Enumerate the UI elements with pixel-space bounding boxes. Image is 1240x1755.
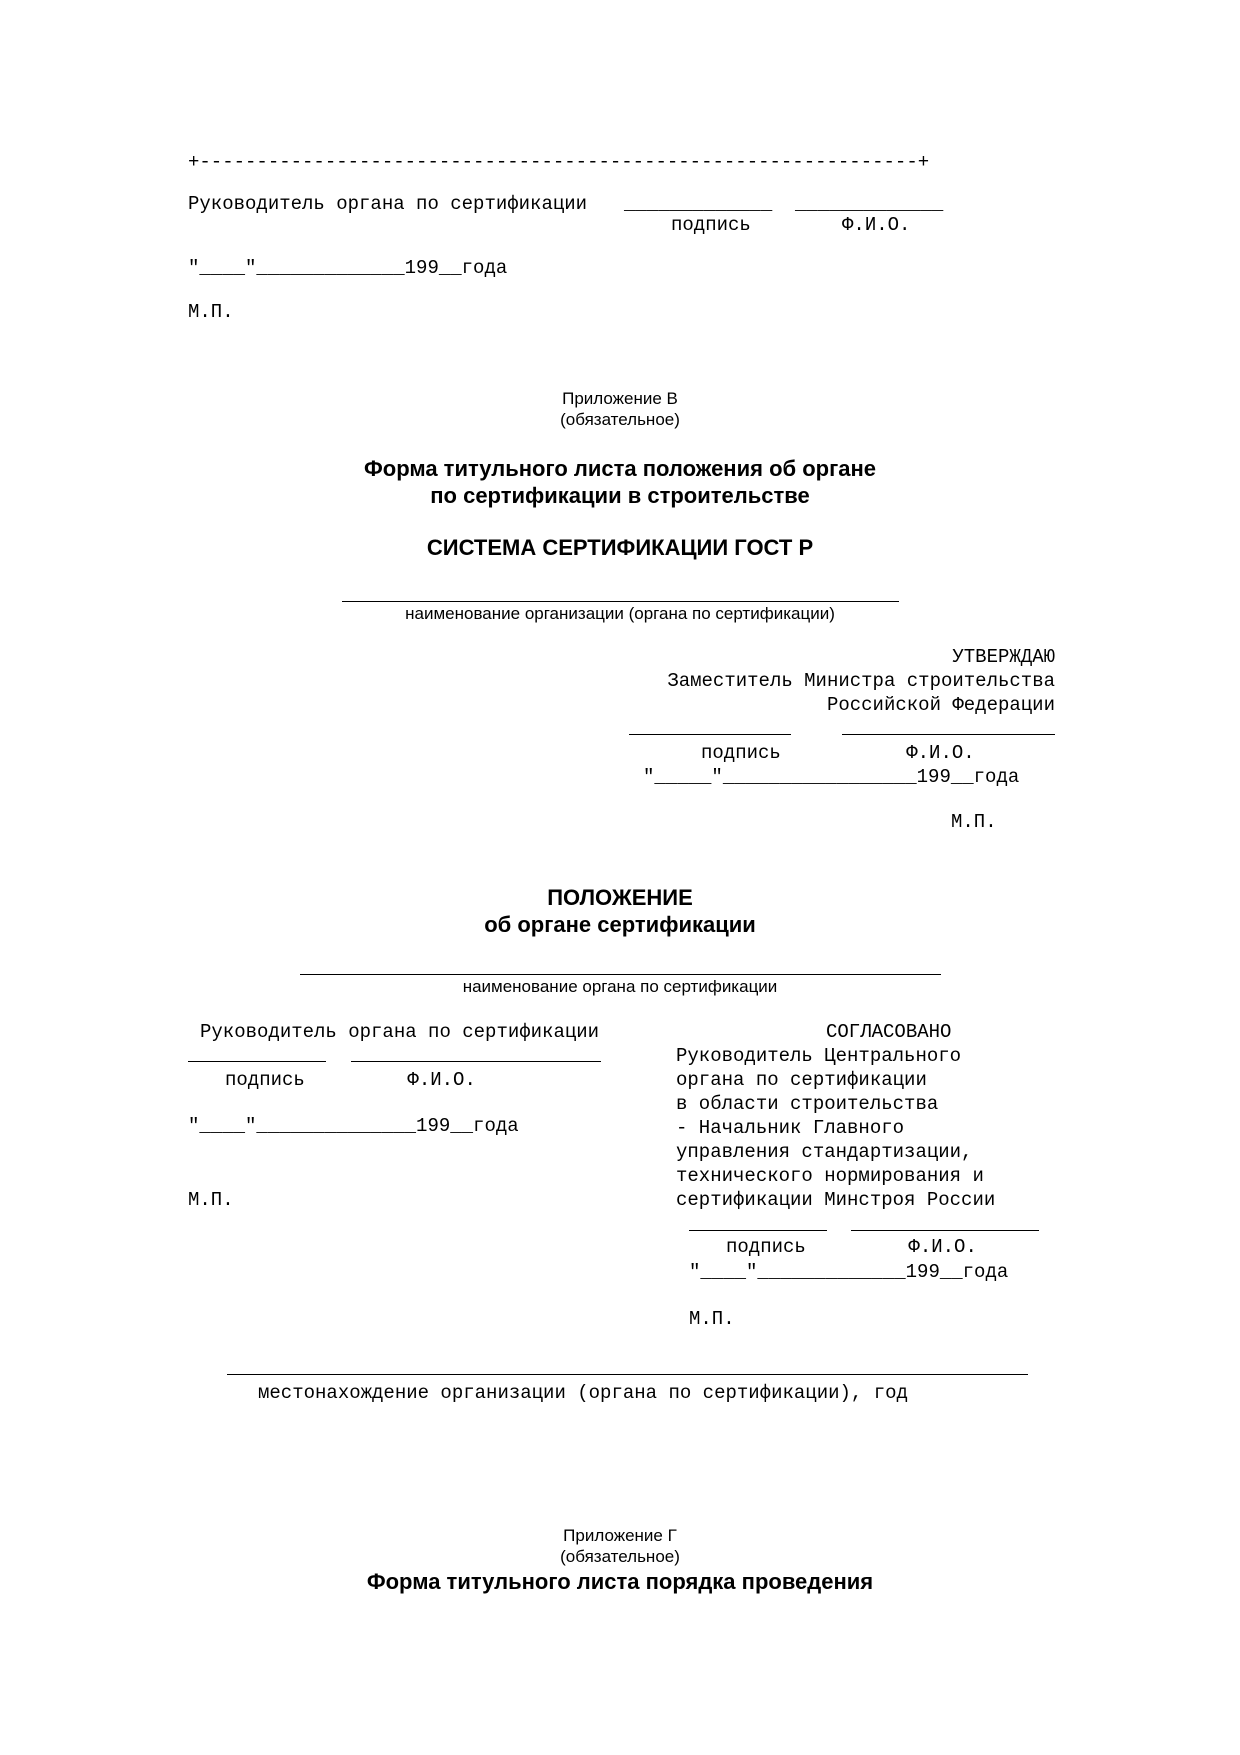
agreed-name-blank	[851, 1230, 1039, 1231]
agreed-signature-labels: подпись Ф.И.О.	[726, 1236, 977, 1258]
agreed-line: в области строительства	[676, 1093, 939, 1115]
agreed-line: - Начальник Главного	[676, 1117, 905, 1139]
organ-name-blank	[300, 974, 941, 975]
approve-line1: Заместитель Министра строительства	[667, 670, 1055, 692]
appendix-v-label: Приложение В	[562, 389, 678, 408]
regulation-subtitle: об органе сертификации	[484, 912, 756, 937]
agreed-line: Руководитель Центрального	[676, 1045, 962, 1067]
head-label: Руководитель органа по сертификации	[188, 193, 588, 215]
org-name-caption: наименование организации (органа по сертификации)	[405, 604, 835, 623]
location-blank	[227, 1374, 1028, 1375]
agreed-line: сертификации Минстроя России	[676, 1189, 996, 1211]
certification-system-title: СИСТЕМА СЕРТИФИКАЦИИ ГОСТ Р	[426, 535, 814, 560]
date-line: "____"_____________199__года	[188, 257, 508, 279]
appendix-v-title-line2: по сертификации в строительстве	[430, 483, 810, 508]
agreed-line: органа по сертификации	[676, 1069, 927, 1091]
agreed-line: технического нормирования и	[676, 1165, 984, 1187]
approve-signature-blank	[629, 734, 791, 735]
approve-stamp: М.П.	[951, 811, 997, 833]
appendix-g-label: Приложение Г	[563, 1526, 677, 1545]
left-name-blank	[351, 1061, 601, 1062]
appendix-g-mandatory: (обязательное)	[560, 1547, 680, 1566]
regulation-title: ПОЛОЖЕНИЕ	[547, 885, 693, 910]
left-stamp: М.П.	[188, 1189, 234, 1211]
left-signature-blank	[188, 1061, 326, 1062]
agreed-signature-blank	[689, 1230, 827, 1231]
signature-labels: подпись Ф.И.О.	[671, 214, 911, 236]
approve-date-line: "_____"_________________199__года	[643, 766, 1020, 788]
approve-heading: УТВЕРЖДАЮ	[952, 646, 1055, 668]
agreed-heading: СОГЛАСОВАНО	[826, 1021, 952, 1043]
appendix-v-mandatory: (обязательное)	[560, 410, 680, 429]
approve-signature-labels: подпись Ф.И.О.	[701, 742, 975, 764]
agreed-stamp: М.П.	[689, 1308, 735, 1330]
agreed-date-line: "____"_____________199__года	[689, 1261, 1009, 1283]
location-caption: местонахождение организации (органа по сертификации), год	[258, 1382, 908, 1404]
left-head-label: Руководитель органа по сертификации	[200, 1021, 600, 1043]
left-date-line: "____"______________199__года	[188, 1115, 519, 1137]
left-signature-labels: подпись Ф.И.О.	[225, 1069, 476, 1091]
appendix-v-title-line1: Форма титульного листа положения об органе	[363, 456, 877, 481]
org-name-blank	[342, 601, 899, 602]
organ-name-caption: наименование органа по сертификации	[462, 977, 778, 996]
signature-blanks: _____________ _____________	[624, 193, 944, 215]
stamp-mark: М.П.	[188, 301, 234, 323]
approve-name-blank	[842, 734, 1055, 735]
border-line: +---------------------------------------------------------------+	[188, 151, 930, 173]
approve-line2: Российской Федерации	[826, 694, 1055, 716]
appendix-g-title-line1: Форма титульного листа порядка проведения	[366, 1569, 874, 1594]
agreed-line: управления стандартизации,	[676, 1141, 973, 1163]
